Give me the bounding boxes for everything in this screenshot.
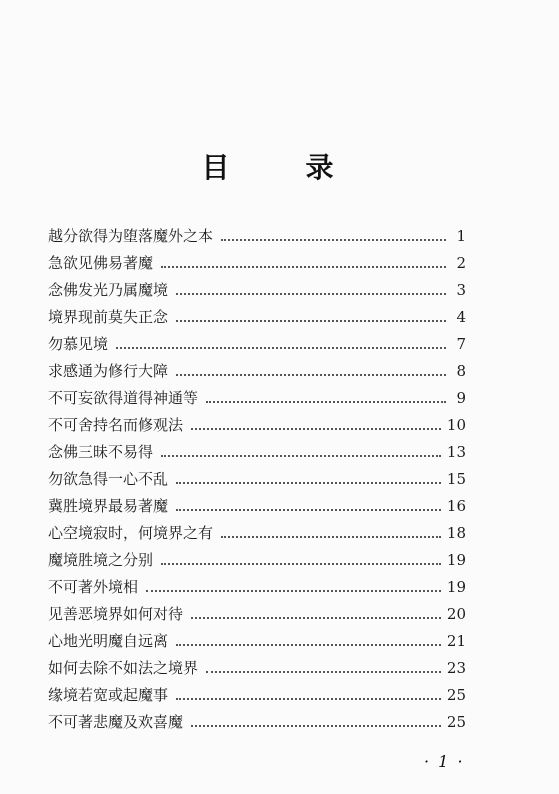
toc-entry-page: 8 [456,362,466,380]
toc-entry [48,601,466,628]
dot-leader [161,561,441,565]
toc-entry-page: 19 [446,578,466,596]
toc-entry-title: 心地光明魔自远离 [48,632,169,650]
toc-entry-title: 不可著外境相 [48,578,139,596]
toc-entry-title: 不可舍持名而修观法 [48,416,184,434]
toc-entry [48,709,466,736]
toc-entry-page: 21 [446,632,466,650]
toc-entry [48,547,466,574]
dot-leader [161,264,446,268]
toc-entry [48,277,466,304]
toc-entry-title: 境界现前莫失正念 [48,308,169,326]
toc-entry [48,223,466,250]
toc-entry-title: 求感通为修行大障 [48,362,169,380]
toc-entry [48,466,466,493]
dot-leader [206,669,441,673]
page-title: 目 录 [201,151,358,184]
toc-entry-page: 7 [456,335,466,353]
toc-entry-page: 4 [456,308,466,326]
dot-leader [221,237,446,241]
toc-entry [48,304,466,331]
toc-entry [48,250,466,277]
toc-entry-title: 心空境寂时，何境界之有 [48,524,214,542]
toc-entry-title: 勿欲急得一心不乱 [48,470,169,488]
dot-leader [176,507,441,511]
toc-entry-page: 1 [456,227,466,245]
toc-entry-title: 如何去除不如法之境界 [48,659,199,677]
dot-leader [146,588,441,592]
toc-entry-page: 9 [456,389,466,407]
dot-leader [161,453,441,457]
dot-leader [206,399,446,403]
toc-entry [48,493,466,520]
toc-entry-page: 19 [446,551,466,569]
toc-entry-page: 25 [446,713,466,731]
toc-entry [48,574,466,601]
toc-entry [48,682,466,709]
toc-entry-page: 18 [446,524,466,542]
toc-entry [48,439,466,466]
toc-entry-title: 越分欲得为堕落魔外之本 [48,227,214,245]
dot-leader [221,534,441,538]
table-of-contents [48,223,466,736]
dot-leader [176,291,446,295]
toc-entry-title: 冀胜境界最易著魔 [48,497,169,515]
dot-leader [176,372,446,376]
toc-entry [48,331,466,358]
page-number: · 1 · [424,752,465,771]
dot-leader [116,345,446,349]
dot-leader [176,318,446,322]
toc-entry-page: 2 [456,254,466,272]
toc-entry-page: 20 [446,605,466,623]
dot-leader [176,480,441,484]
toc-entry [48,385,466,412]
toc-entry-title: 勿慕见境 [48,335,109,353]
dot-leader [191,723,441,727]
toc-entry-title: 急欲见佛易著魔 [48,254,154,272]
toc-entry-title: 不可妄欲得道得神通等 [48,389,199,407]
toc-entry-title: 见善恶境界如何对待 [48,605,184,623]
toc-entry-page: 15 [446,470,466,488]
toc-entry-page: 3 [456,281,466,299]
toc-entry-page: 13 [446,443,466,461]
toc-entry [48,628,466,655]
toc-entry-title: 不可著悲魔及欢喜魔 [48,713,184,731]
toc-entry [48,412,466,439]
toc-entry-page: 23 [446,659,466,677]
toc-entry [48,655,466,682]
dot-leader [191,426,441,430]
toc-entry-page: 10 [446,416,466,434]
toc-entry [48,520,466,547]
dot-leader [191,615,441,619]
toc-entry-page: 16 [446,497,466,515]
toc-entry-page: 25 [446,686,466,704]
toc-entry-title: 念佛三昧不易得 [48,443,154,461]
toc-entry [48,358,466,385]
toc-entry-title: 念佛发光乃属魔境 [48,281,169,299]
toc-entry-title: 缘境若宽或起魔事 [48,686,169,704]
dot-leader [176,642,441,646]
dot-leader [176,696,441,700]
toc-entry-title: 魔境胜境之分别 [48,551,154,569]
